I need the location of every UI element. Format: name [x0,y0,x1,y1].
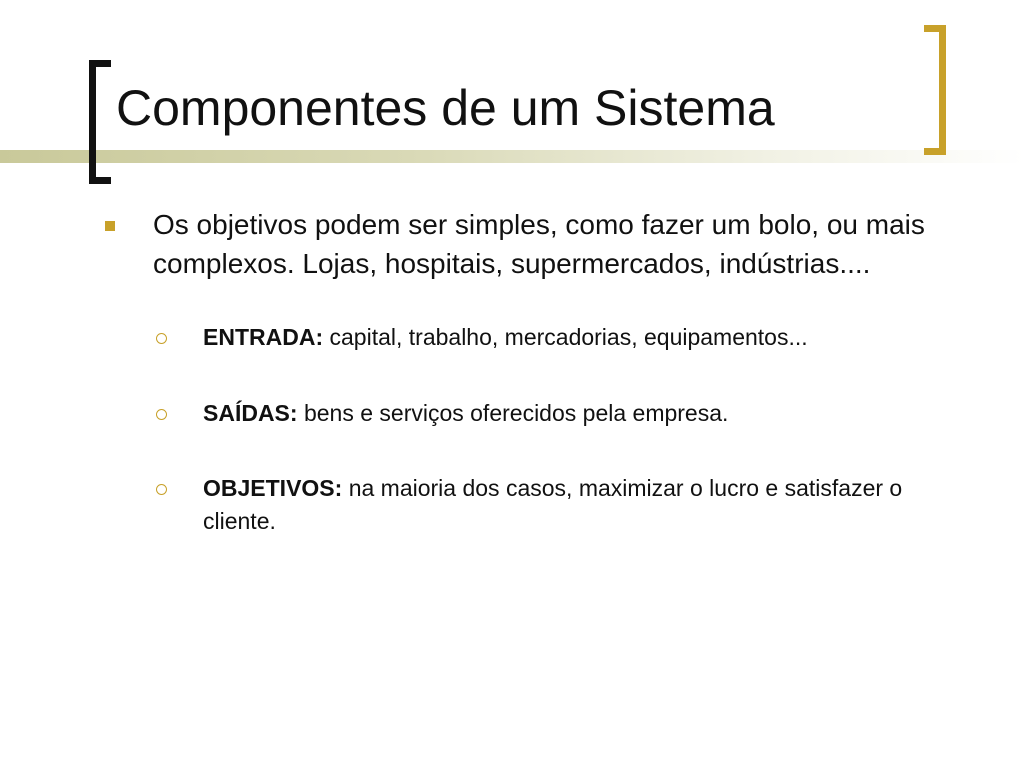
sub-bullet-text: capital, trabalho, mercadorias, equipamentos... [323,324,808,351]
sub-bullet-label: OBJETIVOS: [203,475,343,502]
right-bracket-decoration [924,25,946,155]
sub-bullet-text: bens e serviços oferecidos pela empresa. [297,399,729,426]
square-bullet-icon [105,221,115,231]
left-bracket-decoration [89,60,111,184]
sub-bullet-objetivos [100,472,930,539]
slide-content [100,205,930,581]
bullet-item [100,205,930,283]
sub-bullet-label: SAÍDAS: [203,399,298,426]
sub-bullet-saidas [100,397,930,430]
circle-bullet-icon [156,333,167,344]
title-underline-band [0,150,1024,163]
circle-bullet-icon [156,484,167,495]
sub-bullet-text: na maioria dos casos, maximizar o lucro e satisfazer o cliente. [203,475,903,535]
sub-bullet-entrada [100,321,930,354]
sub-bullet-label: ENTRADA: [203,324,324,351]
slide-title: Componentes de um Sistema [116,80,775,136]
bullet-text: Os objetivos podem ser simples, como fazer um bolo, ou mais complexos. Lojas, hospitais, supermercados, indústrias.... [153,209,925,280]
circle-bullet-icon [156,409,167,420]
